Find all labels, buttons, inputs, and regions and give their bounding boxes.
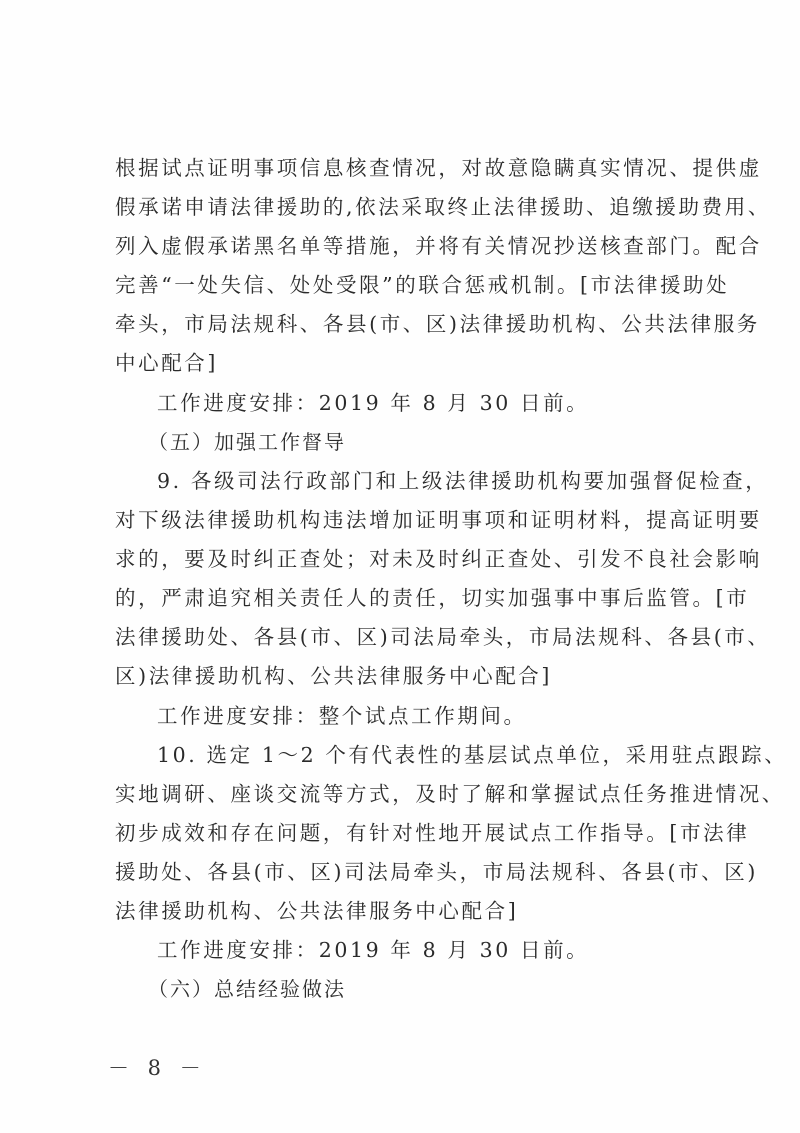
- body-text-line: 求的，要及时纠正查处；对未及时纠正查处、引发不良社会影响: [115, 547, 762, 571]
- body-text-line: 援助处、各县(市、区)司法局牵头，市局法规科、各县(市、区): [115, 860, 758, 884]
- page-number: － 8 －: [108, 1056, 207, 1080]
- body-text-line: 实地调研、座谈交流等方式，及时了解和掌握试点任务推进情况、: [115, 782, 785, 806]
- body-text-line: 列入虚假承诺黑名单等措施，并将有关情况抄送核查部门。配合: [115, 234, 762, 258]
- schedule-line: 工作进度安排：2019 年 8 月 30 日前。: [157, 391, 590, 415]
- item-9-start: 9. 各级司法行政部门和上级法律援助机构要加强督促检查，: [157, 469, 769, 493]
- section-heading-6: （六）总结经验做法: [148, 977, 346, 1001]
- body-text-line: 对下级法律援助机构违法增加证明事项和证明材料，提高证明要: [115, 508, 762, 532]
- schedule-line: 工作进度安排：整个试点工作期间。: [157, 704, 527, 728]
- body-text-line: 中心配合]: [115, 351, 218, 375]
- body-text-line: 初步成效和存在问题，有针对性地开展试点工作指导。[市法律: [115, 821, 750, 845]
- body-text-line: 假承诺申请法律援助的,依法采取终止法律援助、追缴援助费用、: [115, 195, 771, 219]
- body-text-line: 牵头，市局法规科、各县(市、区)法律援助机构、公共法律服务: [115, 312, 760, 336]
- body-text-line: 根据试点证明事项信息核查情况，对故意隐瞒真实情况、提供虚: [115, 156, 762, 180]
- body-text-line: 完善“一处失信、处处受限”的联合惩戒机制。[市法律援助处: [115, 273, 730, 297]
- item-10-start: 10. 选定 1～2 个有代表性的基层试点单位，采用驻点跟踪、: [157, 743, 788, 767]
- body-text-line: 法律援助机构、公共法律服务中心配合]: [115, 899, 519, 923]
- body-text-line: 法律援助处、各县(市、区)司法局牵头，市局法规科、各县(市、: [115, 625, 771, 649]
- schedule-line: 工作进度安排：2019 年 8 月 30 日前。: [157, 938, 590, 962]
- body-text-line: 区)法律援助机构、公共法律服务中心配合]: [115, 664, 552, 688]
- section-heading-5: （五）加强工作督导: [148, 430, 346, 454]
- body-text-line: 的，严肃追究相关责任人的责任，切实加强事中事后监管。[市: [115, 586, 750, 610]
